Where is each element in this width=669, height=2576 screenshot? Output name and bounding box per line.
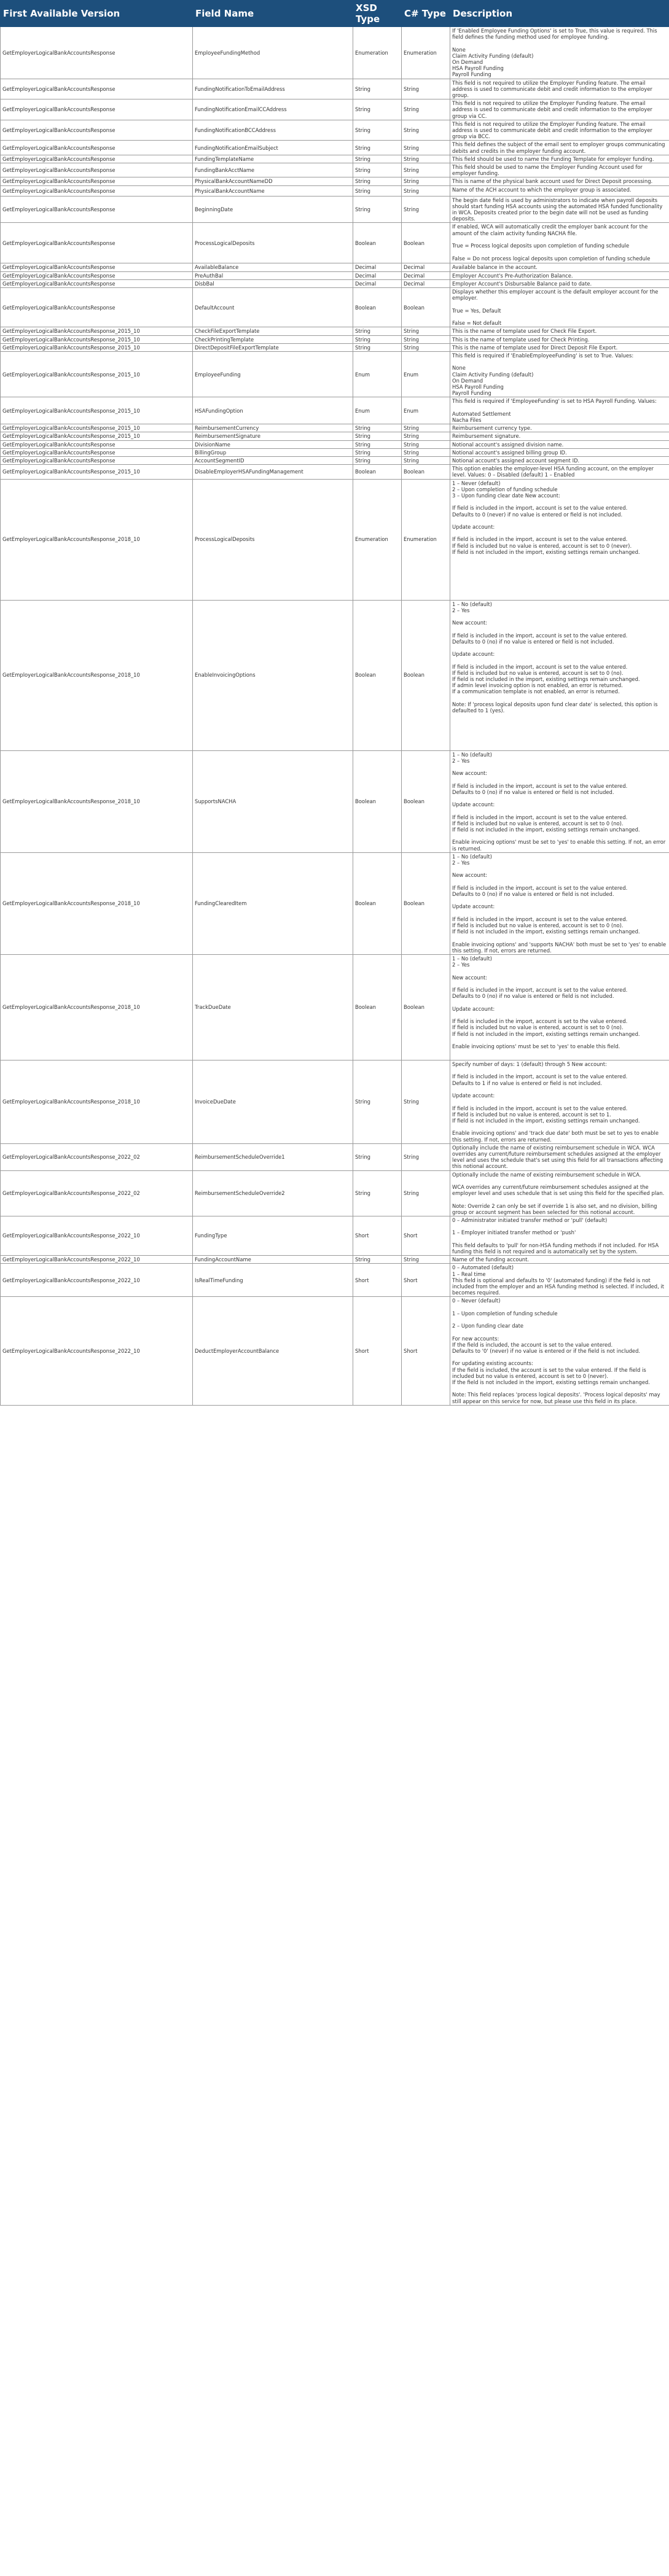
xsd-type-cell: Boolean [353, 288, 402, 327]
csharp-type-cell: String [402, 424, 450, 432]
xsd-type-cell: String [353, 196, 402, 223]
xsd-type-cell: String [353, 99, 402, 120]
description-cell: This field should be used to name the Employer Funding Account used for employer funding. [450, 163, 669, 177]
table-row [1, 99, 669, 120]
xsd-type-cell: Enumeration [353, 479, 402, 600]
table-row [1, 424, 669, 432]
description-cell: This is the name of template used for Check Printing. [450, 335, 669, 343]
xsd-type-cell: Enum [353, 351, 402, 397]
description-cell: Reimbursement currency type. [450, 424, 669, 432]
table-row [1, 271, 669, 279]
description-cell: 1 – No (default) 2 – Yes New account: If field is included in the import, account is set to the value entered. Defaults to 0 (no) if no value is entered or field is not included. Update account: If field is included in the import, account is set to the value entered. If field is included but no value is entered, account is set to 0 (no). If field is not included in the import, existing settings remain unchanged. Enable invoicing options' and 'supports NACHA' both must be set to 'yes' to enable this setting. If not, errors are returned. [450, 852, 669, 954]
table-row [1, 288, 669, 327]
version-cell: GetEmployerLogicalBankAccountsResponse [1, 99, 193, 120]
xsd-type-cell: Decimal [353, 263, 402, 271]
field-name-cell: AccountSegmentID [193, 456, 353, 464]
csharp-type-cell: String [402, 120, 450, 141]
field-name-cell: HSAFundingOption [193, 397, 353, 424]
field-name-cell: DirectDepositFileExportTemplate [193, 343, 353, 351]
description-cell: This field defines the subject of the email sent to employer groups communicating debits and credits in the employer funding account. [450, 141, 669, 155]
xsd-type-cell: Boolean [353, 465, 402, 479]
table-row [1, 185, 669, 196]
csharp-type-cell: String [402, 440, 450, 448]
description-cell: 1 – No (default) 2 – Yes New account: If field is included in the import, account is set to the value entered. Defaults to 0 (no) if no value is entered or field is not included. Update account: If field is included in the import, account is set to the value entered. If field is included but no value is entered, account is set to 0 (no). If field is not included in the import, existing settings remain unchanged. Enable invoicing options' must be set to 'yes' to enable this field. [450, 955, 669, 1060]
column-header-first-available-version: First Available Version [1, 1, 193, 27]
description-cell: 1 – Never (default) 2 – Upon completion of funding schedule 3 – Upon funding clear date New account: If field is included in the import, account is set to the value entered. Defaults to 0 (never) if no value is entered or field is not included. Update account: If field is included in the import, account is set to the value entered. If field is included but no value is entered, account is set to 0 (never). If field is not included in the import, existing settings remain unchanged. [450, 479, 669, 600]
version-cell: GetEmployerLogicalBankAccountsResponse [1, 271, 193, 279]
table-row [1, 1264, 669, 1297]
version-cell: GetEmployerLogicalBankAccountsResponse [1, 263, 193, 271]
table-row [1, 196, 669, 223]
version-cell: GetEmployerLogicalBankAccountsResponse [1, 223, 193, 263]
description-cell: Available balance in the account. [450, 263, 669, 271]
xsd-type-cell: Enumeration [353, 27, 402, 79]
table-row [1, 177, 669, 185]
description-cell: 0 – Never (default) 1 – Upon completion of funding schedule 2 – Upon funding clear date For new accounts: If the field is included, the account is set to the value entered. Defaults to '0' (never) if no value is entered or if the field is not included. For updating existing accounts: If the field is included, the account is set to the value entered. If the field is included but no value is entered, account is set to 0 (never). If the field is not included in the import, existing settings remain unchanged. Note: This field replaces 'process logical deposits'. 'Process logical deposits' may still appear on this service for now, but please use this field in its place. [450, 1297, 669, 1405]
field-name-cell: PhysicalBankAccountNameDD [193, 177, 353, 185]
table-row [1, 263, 669, 271]
version-cell: GetEmployerLogicalBankAccountsResponse_2015_10 [1, 424, 193, 432]
version-cell: GetEmployerLogicalBankAccountsResponse [1, 448, 193, 456]
table-row [1, 1060, 669, 1144]
version-cell: GetEmployerLogicalBankAccountsResponse [1, 27, 193, 79]
table-row [1, 79, 669, 99]
field-name-cell: BillingGroup [193, 448, 353, 456]
table-row [1, 343, 669, 351]
field-name-cell: DefaultAccount [193, 288, 353, 327]
version-cell: GetEmployerLogicalBankAccountsResponse [1, 440, 193, 448]
xsd-type-cell: String [353, 424, 402, 432]
table-row [1, 141, 669, 155]
xsd-type-cell: String [353, 448, 402, 456]
column-header-field-name: Field Name [193, 1, 353, 27]
version-cell: GetEmployerLogicalBankAccountsResponse_2018_10 [1, 600, 193, 750]
field-name-cell: PreAuthBal [193, 271, 353, 279]
description-cell: The begin date field is used by administrators to indicate when payroll deposits should start funding HSA accounts using the automated HSA funded functionality in WCA. Deposits created prior to the begin date will not be used as funding deposits. [450, 196, 669, 223]
csharp-type-cell: String [402, 456, 450, 464]
table-row [1, 1256, 669, 1264]
xsd-type-cell: Boolean [353, 955, 402, 1060]
description-cell: This is the name of template used for Direct Deposit File Export. [450, 343, 669, 351]
csharp-type-cell: String [402, 432, 450, 440]
version-cell: GetEmployerLogicalBankAccountsResponse_2022_02 [1, 1143, 193, 1170]
version-cell: GetEmployerLogicalBankAccountsResponse [1, 279, 193, 287]
xsd-type-cell: String [353, 155, 402, 163]
field-name-cell: CheckPrintingTemplate [193, 335, 353, 343]
csharp-type-cell: String [402, 343, 450, 351]
xsd-type-cell: String [353, 327, 402, 335]
description-cell: 0 – Administrator initiated transfer method or 'pull' (default) 1 – Employer initiated transfer method or 'push' This field defaults to 'pull' for non-HSA funding methods if not included. For HSA funding this field is not required and is automatically set by the system. [450, 1216, 669, 1255]
xsd-type-cell: String [353, 1256, 402, 1264]
table-row [1, 1170, 669, 1216]
csharp-type-cell: String [402, 327, 450, 335]
table-row [1, 1297, 669, 1405]
field-name-cell: ReimbursementSignature [193, 432, 353, 440]
xsd-type-cell: String [353, 120, 402, 141]
description-cell: Notional account's assigned account segment ID. [450, 456, 669, 464]
xsd-type-cell: Boolean [353, 600, 402, 750]
version-cell: GetEmployerLogicalBankAccountsResponse [1, 288, 193, 327]
csharp-type-cell: String [402, 448, 450, 456]
table-row [1, 351, 669, 397]
field-name-cell: DisbBal [193, 279, 353, 287]
version-cell: GetEmployerLogicalBankAccountsResponse [1, 141, 193, 155]
field-name-cell: ReimbursementScheduleOverride2 [193, 1170, 353, 1216]
version-cell: GetEmployerLogicalBankAccountsResponse_2018_10 [1, 1060, 193, 1144]
xsd-type-cell: String [353, 335, 402, 343]
xsd-type-cell: Short [353, 1264, 402, 1297]
xsd-type-cell: String [353, 163, 402, 177]
description-cell: 1 – No (default) 2 – Yes New account: If field is included in the import, account is set to the value entered. Defaults to 0 (no) if no value is entered or field is not included. Update account: If field is included in the import, account is set to the value entered. If field is included but no value is entered, account is set to 0 (no). If field is not included in the import, existing settings remain unchanged. Enable invoicing options' must be set to 'yes' to enable this setting. If not, an error is returned. [450, 750, 669, 852]
version-cell: GetEmployerLogicalBankAccountsResponse_2022_10 [1, 1264, 193, 1297]
csharp-type-cell: Enumeration [402, 479, 450, 600]
version-cell: GetEmployerLogicalBankAccountsResponse [1, 185, 193, 196]
description-cell: Optionally include the name of existing reimbursement schedule in WCA. WCA overrides any current/future reimbursement schedules assigned at the employer level and uses the schedule that's set using this field for all transactions affecting this notional account. [450, 1143, 669, 1170]
field-name-cell: EnableInvoicingOptions [193, 600, 353, 750]
xsd-type-cell: String [353, 185, 402, 196]
header-row [1, 1, 669, 27]
field-name-cell: FundingType [193, 1216, 353, 1255]
csharp-type-cell: Decimal [402, 271, 450, 279]
description-cell: This option enables the employer-level HSA funding account, on the employer level. Values: 0 – Disabled (default) 1 – Enabled [450, 465, 669, 479]
csharp-type-cell: Enumeration [402, 27, 450, 79]
description-cell: Displays whether this employer account is the default employer account for the employer. True = Yes, Default False = Not default [450, 288, 669, 327]
version-cell: GetEmployerLogicalBankAccountsResponse [1, 155, 193, 163]
xsd-type-cell: String [353, 1143, 402, 1170]
csharp-type-cell: String [402, 155, 450, 163]
csharp-type-cell: Boolean [402, 600, 450, 750]
version-cell: GetEmployerLogicalBankAccountsResponse_2022_10 [1, 1216, 193, 1255]
field-name-cell: FundingNotificationBCCAddress [193, 120, 353, 141]
csharp-type-cell: Short [402, 1264, 450, 1297]
description-cell: This field is required if 'EmployeeFunding' is set to HSA Payroll Funding. Values: Automated Settlement Nacha Files [450, 397, 669, 424]
description-cell: Employer Account's Pre-Authorization Balance. [450, 271, 669, 279]
version-cell: GetEmployerLogicalBankAccountsResponse [1, 456, 193, 464]
csharp-type-cell: Boolean [402, 750, 450, 852]
field-name-cell: EmployeeFundingMethod [193, 27, 353, 79]
field-name-cell: IsRealTimeFunding [193, 1264, 353, 1297]
xsd-type-cell: String [353, 343, 402, 351]
csharp-type-cell: Boolean [402, 955, 450, 1060]
csharp-type-cell: Boolean [402, 852, 450, 954]
table-row [1, 750, 669, 852]
field-name-cell: FundingAccountName [193, 1256, 353, 1264]
table-row [1, 955, 669, 1060]
description-cell: This is name of the physical bank account used for Direct Deposit processing. [450, 177, 669, 185]
table-row [1, 479, 669, 600]
xsd-type-cell: Short [353, 1216, 402, 1255]
field-name-cell: CheckFileExportTemplate [193, 327, 353, 335]
xsd-type-cell: String [353, 1060, 402, 1144]
version-cell: GetEmployerLogicalBankAccountsResponse_2018_10 [1, 479, 193, 600]
version-cell: GetEmployerLogicalBankAccountsResponse [1, 177, 193, 185]
table-row [1, 279, 669, 287]
field-name-cell: BeginningDate [193, 196, 353, 223]
xsd-type-cell: Decimal [353, 279, 402, 287]
description-cell: If 'Enabled Employee Funding Options' is set to True, this value is required. This field defines the funding method used for employee funding. None Claim Activity Funding (default) On Demand HSA Payroll Funding Payroll Funding [450, 27, 669, 79]
field-name-cell: SupportsNACHA [193, 750, 353, 852]
table-row [1, 440, 669, 448]
description-cell: Employer Account's Disbursable Balance paid to date. [450, 279, 669, 287]
description-cell: 0 – Automated (default) 1 – Real time This field is optional and defaults to '0' (automated funding) if the field is not included from the employer and an HSA funding method is selected. If included, it becomes required. [450, 1264, 669, 1297]
field-name-cell: ReimbursementCurrency [193, 424, 353, 432]
description-cell: This field is not required to utilize the Employer Funding feature. The email address is used to communicate debit and credit information to the employer group. [450, 79, 669, 99]
field-name-cell: FundingTemplateName [193, 155, 353, 163]
csharp-type-cell: String [402, 1170, 450, 1216]
field-name-cell: ReimbursementScheduleOverride1 [193, 1143, 353, 1170]
xsd-type-cell: String [353, 79, 402, 99]
xsd-type-cell: String [353, 456, 402, 464]
description-cell: 1 – No (default) 2 – Yes New account: If field is included in the import, account is set to the value entered. Defaults to 0 (no) if no value is entered or field is not included. Update account: If field is included in the import, account is set to the value entered. If field is included but no value is entered, account is set to 0 (no). If field is not included in the import, existing settings remain unchanged. If admin level invoicing option is not enabled, an error is returned. If a communication template is not enabled, an error is returned. Note: If 'process logical deposits upon fund clear date' is selected, this option is defaulted to 1 (yes). [450, 600, 669, 750]
field-name-cell: InvoiceDueDate [193, 1060, 353, 1144]
xsd-type-cell: String [353, 1170, 402, 1216]
version-cell: GetEmployerLogicalBankAccountsResponse_2022_02 [1, 1170, 193, 1216]
version-cell: GetEmployerLogicalBankAccountsResponse_2015_10 [1, 335, 193, 343]
field-name-cell: ProcessLogicalDeposits [193, 479, 353, 600]
field-name-cell: AvailableBalance [193, 263, 353, 271]
csharp-type-cell: String [402, 1256, 450, 1264]
table-row [1, 155, 669, 163]
description-cell: If enabled, WCA will automatically credit the employer bank account for the amount of the claim activity funding NACHA file. True = Process logical deposits upon completion of funding schedule False = Do not process logical deposits upon completion of funding schedule [450, 223, 669, 263]
field-name-cell: ProcessLogicalDeposits [193, 223, 353, 263]
table-body [1, 27, 669, 1406]
table-row [1, 120, 669, 141]
table-row [1, 335, 669, 343]
csharp-type-cell: Decimal [402, 279, 450, 287]
xsd-type-cell: Boolean [353, 223, 402, 263]
csharp-type-cell: String [402, 1143, 450, 1170]
description-cell: This field is not required to utilize the Employer Funding feature. The email address is used to communicate debit and credit information to the employer group via BCC. [450, 120, 669, 141]
table-row [1, 163, 669, 177]
xsd-type-cell: String [353, 440, 402, 448]
csharp-type-cell: String [402, 335, 450, 343]
version-cell: GetEmployerLogicalBankAccountsResponse [1, 163, 193, 177]
description-cell: Notional account's assigned billing group ID. [450, 448, 669, 456]
version-cell: GetEmployerLogicalBankAccountsResponse_2015_10 [1, 327, 193, 335]
table-row [1, 448, 669, 456]
table-row [1, 223, 669, 263]
csharp-type-cell: Short [402, 1297, 450, 1405]
table-row [1, 432, 669, 440]
xsd-type-cell: String [353, 177, 402, 185]
xsd-type-cell: Enum [353, 397, 402, 424]
csharp-type-cell: Enum [402, 397, 450, 424]
xsd-type-cell: Boolean [353, 852, 402, 954]
csharp-type-cell: Enum [402, 351, 450, 397]
xsd-type-cell: Decimal [353, 271, 402, 279]
description-cell: Optionally include the name of existing reimbursement schedule in WCA. WCA overrides any current/future reimbursement schedules assigned at the employer level and uses schedule that is set using this field for the specified plan. Note: Override 2 can only be set if override 1 is also set, and no division, billing group or account segment has been selected for this notional account. [450, 1170, 669, 1216]
table-row [1, 27, 669, 79]
version-cell: GetEmployerLogicalBankAccountsResponse_2018_10 [1, 955, 193, 1060]
field-name-cell: FundingNotificationToEmailAddress [193, 79, 353, 99]
description-cell: Specify number of days: 1 (default) through 5 New account: If field is included in the import, account is set to the value entered. Defaults to 1 if no value is entered or field is not included. Update account: If field is included in the import, account is set to the value entered. If field is included but no value is entered, account is set to 1. If field is not included in the import, existing settings remain unchanged. Enable invoicing options' and 'track due date' both must be set to yes to enable this setting. If not, errors are returned. [450, 1060, 669, 1144]
csharp-type-cell: String [402, 163, 450, 177]
csharp-type-cell: String [402, 196, 450, 223]
field-name-cell: PhysicalBankAccountName [193, 185, 353, 196]
column-header-csharp-type: C# Type [402, 1, 450, 27]
csharp-type-cell: Boolean [402, 288, 450, 327]
field-name-cell: DivisionName [193, 440, 353, 448]
csharp-type-cell: String [402, 1060, 450, 1144]
csharp-type-cell: String [402, 177, 450, 185]
table-row [1, 327, 669, 335]
version-cell: GetEmployerLogicalBankAccountsResponse_2015_10 [1, 465, 193, 479]
description-cell: This field is required if 'EnableEmployeeFunding' is set to True. Values: None Claim Activity Funding (default) On Demand HSA Payroll Funding Payroll Funding [450, 351, 669, 397]
version-cell: GetEmployerLogicalBankAccountsResponse_2015_10 [1, 343, 193, 351]
version-cell: GetEmployerLogicalBankAccountsResponse_2015_10 [1, 432, 193, 440]
csharp-type-cell: String [402, 185, 450, 196]
xsd-type-cell: Short [353, 1297, 402, 1405]
csharp-type-cell: Boolean [402, 223, 450, 263]
description-cell: Notional account's assigned division name. [450, 440, 669, 448]
version-cell: GetEmployerLogicalBankAccountsResponse [1, 79, 193, 99]
version-cell: GetEmployerLogicalBankAccountsResponse_2022_10 [1, 1256, 193, 1264]
version-cell: GetEmployerLogicalBankAccountsResponse_2018_10 [1, 750, 193, 852]
csharp-type-cell: Short [402, 1216, 450, 1255]
table-row [1, 1143, 669, 1170]
version-cell: GetEmployerLogicalBankAccountsResponse_2015_10 [1, 397, 193, 424]
csharp-type-cell: Boolean [402, 465, 450, 479]
field-name-cell: FundingNotificationEmailSubject [193, 141, 353, 155]
table-row [1, 600, 669, 750]
description-cell: This is the name of template used for Check File Export. [450, 327, 669, 335]
table-row [1, 456, 669, 464]
description-cell: This field should be used to name the Funding Template for employer funding. [450, 155, 669, 163]
field-name-cell: FundingClearedItem [193, 852, 353, 954]
csharp-type-cell: String [402, 141, 450, 155]
field-name-cell: DeductEmployerAccountBalance [193, 1297, 353, 1405]
field-name-cell: FundingBankAcctName [193, 163, 353, 177]
description-cell: Name of the ACH account to which the employer group is associated. [450, 185, 669, 196]
column-header-description: Description [450, 1, 669, 27]
field-name-cell: FundingNotificationEmailCCAddress [193, 99, 353, 120]
csharp-type-cell: String [402, 99, 450, 120]
version-cell: GetEmployerLogicalBankAccountsResponse_2018_10 [1, 852, 193, 954]
field-name-cell: DisableEmployerHSAFundingManagement [193, 465, 353, 479]
field-name-cell: TrackDueDate [193, 955, 353, 1060]
version-cell: GetEmployerLogicalBankAccountsResponse_2015_10 [1, 351, 193, 397]
xsd-type-cell: Boolean [353, 750, 402, 852]
field-name-cell: EmployeeFunding [193, 351, 353, 397]
table-row [1, 465, 669, 479]
table-row [1, 397, 669, 424]
version-cell: GetEmployerLogicalBankAccountsResponse [1, 120, 193, 141]
description-cell: Name of the funding account. [450, 1256, 669, 1264]
description-cell: Reimbursement signature. [450, 432, 669, 440]
csharp-type-cell: Decimal [402, 263, 450, 271]
xsd-type-cell: String [353, 432, 402, 440]
version-cell: GetEmployerLogicalBankAccountsResponse [1, 196, 193, 223]
xsd-type-cell: String [353, 141, 402, 155]
table-row [1, 1216, 669, 1255]
csharp-type-cell: String [402, 79, 450, 99]
column-header-xsd-type: XSD Type [353, 1, 402, 27]
description-cell: This field is not required to utilize the Employer Funding feature. The email address is used to communicate debit and credit information to the employer group via CC. [450, 99, 669, 120]
table-row [1, 852, 669, 954]
version-cell: GetEmployerLogicalBankAccountsResponse_2022_10 [1, 1297, 193, 1405]
